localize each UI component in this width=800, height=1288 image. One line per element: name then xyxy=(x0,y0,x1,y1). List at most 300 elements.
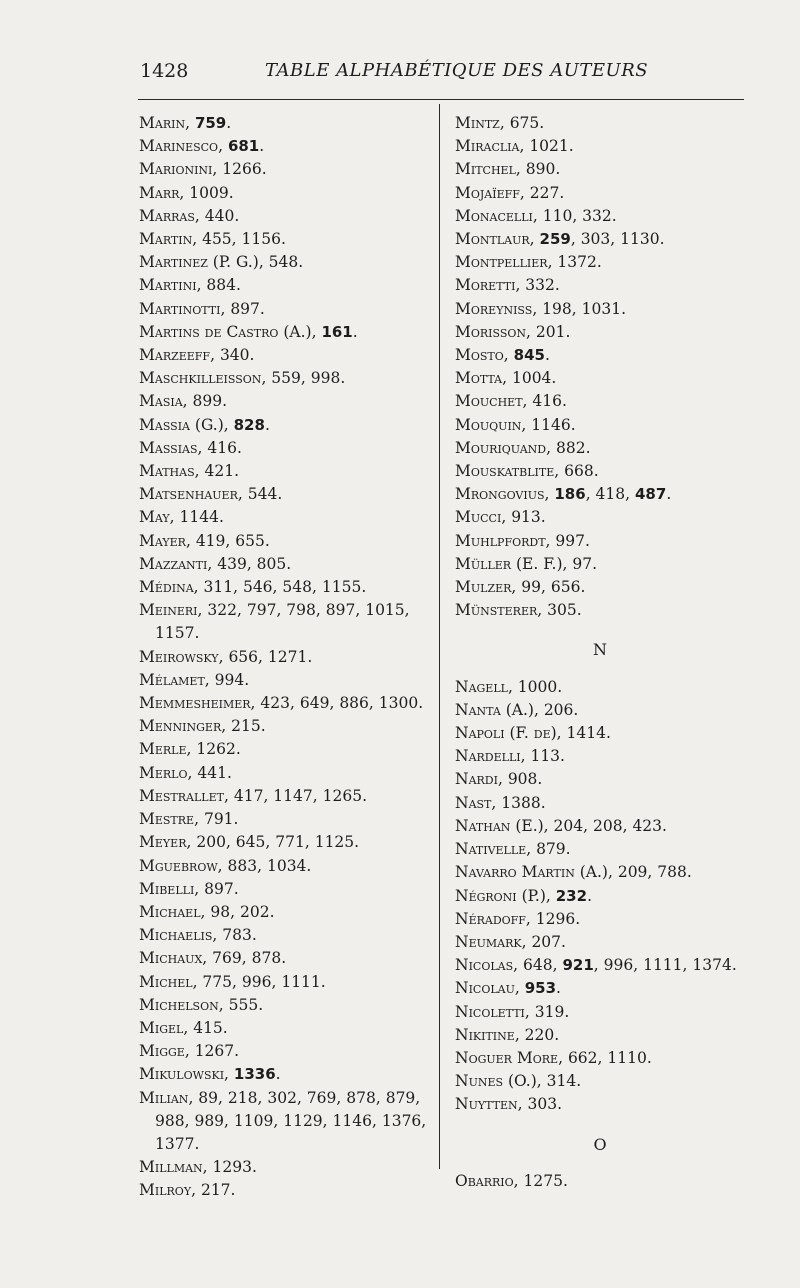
index-entry: Nardi, 908. xyxy=(455,770,543,789)
page-ref: 1275 xyxy=(523,1171,563,1190)
index-entry: Masia, 899. xyxy=(139,392,228,411)
page-ref: 878 xyxy=(251,949,282,968)
page-ref: 1271 xyxy=(267,647,308,666)
page-ref: 200 xyxy=(196,833,226,852)
author-name: Napoli (F. de) xyxy=(455,724,557,743)
author-name: Merle xyxy=(139,740,187,759)
index-entry: Milian, 89, 218, 302, 769, 878, 879, 988, 989, 1109, 1129, 1146, 1376, 1377. xyxy=(139,1088,427,1153)
page-ref: 1266 xyxy=(222,160,262,179)
author-name: Nicoletti xyxy=(455,1002,525,1021)
page-ref: 208 xyxy=(592,816,623,835)
index-entry: Mayer, 419, 655. xyxy=(139,531,270,550)
page-ref: 1267 xyxy=(194,1042,235,1061)
index-entry: Mibelli, 897. xyxy=(139,879,239,898)
author-name: Mibelli xyxy=(139,879,195,898)
author-name: Meineri xyxy=(139,601,198,620)
index-entry: Neumark, 207. xyxy=(455,932,566,951)
page-ref: 311 xyxy=(203,578,234,597)
page-ref: 797 xyxy=(246,601,277,620)
author-name: Milroy xyxy=(139,1181,192,1200)
author-name: Martinez (P. G.) xyxy=(139,253,259,272)
index-entry: Noguer More, 662, 1110. xyxy=(455,1048,652,1067)
index-entry: Nathan (E.), 204, 208, 423. xyxy=(455,816,667,835)
author-name: Mitchel xyxy=(455,160,516,179)
page-ref: 1015 xyxy=(365,601,405,620)
left-column xyxy=(139,112,439,1203)
page-ref: 97 xyxy=(572,554,593,573)
index-entry: Migel, 415. xyxy=(139,1018,228,1037)
author-name: May xyxy=(139,508,170,527)
page-ref: 421 xyxy=(204,462,235,481)
author-name: Négroni (P.) xyxy=(455,886,546,905)
author-name: Millman xyxy=(139,1158,203,1177)
page-ref: 662 xyxy=(567,1048,598,1067)
page-ref: 305 xyxy=(547,601,577,620)
author-name: Meirowsky xyxy=(139,647,219,666)
author-name: Nagell xyxy=(455,677,508,696)
index-entry: Michael, 98, 202. xyxy=(139,902,275,921)
index-entry: Martinotti, 897. xyxy=(139,299,265,318)
index-entry: Mintz, 675. xyxy=(455,114,545,132)
page-ref: 201 xyxy=(535,322,566,341)
index-entry: Martins de Castro (A.), 161. xyxy=(139,322,358,341)
author-name: Meyer xyxy=(139,833,187,852)
page-ref: 548 xyxy=(268,253,299,272)
index-entry: Michelson, 555. xyxy=(139,995,264,1014)
page-ref: 546 xyxy=(242,578,273,597)
index-entry: Memmesheimer, 423, 649, 886, 1300. xyxy=(139,694,424,713)
page-ref: 206 xyxy=(543,700,574,719)
author-name: Mestrallet xyxy=(139,786,224,805)
page-ref: 418 xyxy=(595,485,626,504)
author-name: Michel xyxy=(139,972,193,991)
page-ref: 1157 xyxy=(155,624,195,643)
author-name: Marionini xyxy=(139,160,213,179)
page-ref: 416 xyxy=(207,438,237,457)
page-ref: 259 xyxy=(539,230,571,249)
page-ref: 775 xyxy=(202,972,233,991)
page-ref: 227 xyxy=(529,183,560,202)
page-ref: 681 xyxy=(227,137,260,156)
page-ref: 828 xyxy=(233,415,265,434)
author-name: Marras xyxy=(139,206,195,225)
page-ref: 988 xyxy=(155,1111,185,1130)
author-name: Marinesco xyxy=(139,137,219,156)
page-ref: 1262 xyxy=(196,740,236,759)
index-entry: Mélamet, 994. xyxy=(139,670,250,689)
author-name: Mélamet xyxy=(139,670,205,689)
page-ref: 897 xyxy=(204,879,234,898)
page-ref: 415 xyxy=(193,1018,223,1037)
author-name: Marr xyxy=(139,183,180,202)
page-ref: 879 xyxy=(385,1088,416,1107)
index-entry: Migge, 1267. xyxy=(139,1042,240,1061)
index-entry: Matsenhauer, 544. xyxy=(139,485,283,504)
page-ref: 845 xyxy=(513,346,545,365)
page-ref: 186 xyxy=(554,485,586,504)
page-ref: 879 xyxy=(536,840,566,859)
author-name: Moreyniss xyxy=(455,299,533,318)
author-name: Muhlpfordt xyxy=(455,531,546,550)
index-entry: Mojaïeff, 227. xyxy=(455,183,565,202)
index-entry: Nardelli, 113. xyxy=(455,747,565,766)
page-ref: 648 xyxy=(523,956,553,975)
page-ref: 1034 xyxy=(266,856,307,875)
page-ref: 1265 xyxy=(322,786,363,805)
page-ref: 319 xyxy=(534,1002,565,1021)
page-ref: 1144 xyxy=(179,508,219,527)
page-ref: 1414 xyxy=(566,724,606,743)
page-ref: 913 xyxy=(511,508,541,527)
author-name: Maschkilleisson xyxy=(139,369,262,388)
page-ref: 303 xyxy=(527,1095,558,1114)
index-entry: Mouchet, 416. xyxy=(455,392,567,411)
page-ref: 897 xyxy=(325,601,356,620)
page-ref: 419 xyxy=(195,531,226,550)
page-ref: 878 xyxy=(346,1088,376,1107)
author-name: Mestre xyxy=(139,810,195,829)
index-entry: Martini, 884. xyxy=(139,276,241,295)
page-ref: 1376 xyxy=(381,1111,422,1130)
page-ref: 798 xyxy=(286,601,316,620)
index-entry: Mouquin, 1146. xyxy=(455,415,576,434)
index-entry: Meyer, 200, 645, 771, 1125. xyxy=(139,833,360,852)
index-entry: Marinesco, 681. xyxy=(139,137,265,156)
index-entry: Mikulowski, 1336. xyxy=(139,1065,281,1084)
author-name: Mikulowski xyxy=(139,1065,225,1084)
index-entry: Nikitine, 220. xyxy=(455,1025,560,1044)
author-name: Nicolas xyxy=(455,956,514,975)
author-name: Moretti xyxy=(455,276,516,295)
index-entry: Meineri, 322, 797, 798, 897, 1015, 1157. xyxy=(139,601,410,643)
page-ref: 989 xyxy=(194,1111,225,1130)
page-ref: 996 xyxy=(603,956,634,975)
page-ref: 113 xyxy=(530,747,561,766)
author-name: Mazzanti xyxy=(139,554,208,573)
index-entry: Nast, 1388. xyxy=(455,793,546,812)
index-entry: Merlo, 441. xyxy=(139,763,232,782)
index-entry: Merle, 1262. xyxy=(139,740,241,759)
page-ref: 1000 xyxy=(517,677,558,696)
author-name: Massias xyxy=(139,438,198,457)
author-name: Mrongovius xyxy=(455,485,545,504)
page-ref: 1111 xyxy=(281,972,321,991)
author-name: Mucci xyxy=(455,508,502,527)
author-name: Massia (G.) xyxy=(139,415,224,434)
page-ref: 1147 xyxy=(273,786,313,805)
author-name: Obarrio xyxy=(455,1171,514,1190)
author-name: Neumark xyxy=(455,932,522,951)
author-name: Nativelle xyxy=(455,840,527,859)
index-entry: Montlaur, 259, 303, 1130. xyxy=(455,230,665,249)
page-ref: 884 xyxy=(206,276,237,295)
page-number: 1428 xyxy=(140,60,189,82)
author-name: Michael xyxy=(139,902,201,921)
page-ref: 1021 xyxy=(529,137,569,156)
page-ref: 1156 xyxy=(241,230,281,249)
page-ref: 302 xyxy=(267,1088,297,1107)
page-ref: 883 xyxy=(227,856,258,875)
index-entry: Mestrallet, 417, 1147, 1265. xyxy=(139,786,367,805)
page-ref: 1031 xyxy=(581,299,622,318)
page-ref: 656 xyxy=(550,578,581,597)
index-entry: Moreyniss, 198, 1031. xyxy=(455,299,627,318)
page-ref: 1130 xyxy=(620,230,660,249)
page-ref: 899 xyxy=(192,392,223,411)
index-entry: Morisson, 201. xyxy=(455,322,571,341)
page-ref: 1109 xyxy=(233,1111,274,1130)
index-entry: Martinez (P. G.), 548. xyxy=(139,253,304,272)
index-entry: Maschkilleisson, 559, 998. xyxy=(139,369,346,388)
author-name: Mouskatblite xyxy=(455,462,555,481)
author-name: Michaux xyxy=(139,949,203,968)
page-ref: 215 xyxy=(231,717,261,736)
page-ref: 220 xyxy=(524,1025,555,1044)
author-name: Milian xyxy=(139,1088,189,1107)
page-ref: 656 xyxy=(228,647,259,666)
author-name: Mguebrow xyxy=(139,856,218,875)
page-ref: 668 xyxy=(564,462,594,481)
page-ref: 1296 xyxy=(535,909,576,928)
page-ref: 649 xyxy=(299,694,330,713)
page-ref: 544 xyxy=(247,485,278,504)
index-entry: Mulzer, 99, 656. xyxy=(455,578,586,597)
index-entry: Michaelis, 783. xyxy=(139,926,257,945)
page-ref: 769 xyxy=(306,1088,337,1107)
page-ref: 997 xyxy=(555,531,585,550)
author-name: Münsterer xyxy=(455,601,538,620)
index-entry: Mazzanti, 439, 805. xyxy=(139,554,292,573)
author-name: Morisson xyxy=(455,322,527,341)
author-name: Menninger xyxy=(139,717,222,736)
author-name: Michelson xyxy=(139,995,219,1014)
page-ref: 1125 xyxy=(314,833,355,852)
author-name: Mayer xyxy=(139,531,186,550)
page-ref: 953 xyxy=(524,979,557,998)
index-entry: Mucci, 913. xyxy=(455,508,546,527)
index-entry: Nicoletti, 319. xyxy=(455,1002,570,1021)
page-ref: 322 xyxy=(207,601,237,620)
author-name: Martin xyxy=(139,230,193,249)
index-entry: Mguebrow, 883, 1034. xyxy=(139,856,312,875)
author-name: Motta xyxy=(455,369,503,388)
page-header xyxy=(140,60,740,90)
index-entry: Mitchel, 890. xyxy=(455,160,561,179)
author-name: Médina xyxy=(139,578,194,597)
page-ref: 1374 xyxy=(692,956,732,975)
page-ref: 89 xyxy=(198,1088,219,1107)
page-ref: 204 xyxy=(553,816,584,835)
index-entry: Monacelli, 110, 332. xyxy=(455,206,617,225)
section-letter: N xyxy=(593,640,607,660)
author-name: Matsenhauer xyxy=(139,485,238,504)
author-name: Martinotti xyxy=(139,299,221,318)
index-entry: Miraclia, 1021. xyxy=(455,137,574,156)
page-ref: 1377 xyxy=(155,1134,195,1153)
index-entry: Nagell, 1000. xyxy=(455,677,563,696)
page-ref: 897 xyxy=(230,299,260,318)
page-ref: 1388 xyxy=(501,793,541,812)
page-ref: 994 xyxy=(214,670,245,689)
page-ref: 788 xyxy=(657,863,687,882)
page-ref: 1300 xyxy=(378,694,419,713)
index-entry: Médina, 311, 546, 548, 1155. xyxy=(139,578,367,597)
index-entry: Münsterer, 305. xyxy=(455,601,582,620)
author-name: Nicolau xyxy=(455,979,515,998)
page-ref: 1372 xyxy=(557,253,597,272)
page-ref: 314 xyxy=(546,1072,577,1091)
page-ref: 441 xyxy=(197,763,227,782)
index-entry: Michaux, 769, 878. xyxy=(139,949,287,968)
author-name: Nuytten xyxy=(455,1095,518,1114)
index-entry: Nuytten, 303. xyxy=(455,1095,563,1114)
index-entry: Nicolas, 648, 921, 996, 1111, 1374. xyxy=(455,956,737,975)
header-rule xyxy=(138,99,744,100)
page-ref: 487 xyxy=(635,485,667,504)
author-name: Masia xyxy=(139,392,183,411)
author-name: Nanta (A.) xyxy=(455,700,534,719)
index-entry: Mathas, 421. xyxy=(139,462,240,481)
page-ref: 1146 xyxy=(332,1111,372,1130)
page-ref: 423 xyxy=(260,694,290,713)
page-ref: 217 xyxy=(200,1181,231,1200)
page-ref: 1293 xyxy=(212,1158,252,1177)
index-entry: Massias, 416. xyxy=(139,438,242,457)
page-ref: 161 xyxy=(321,322,353,341)
author-name: Marin xyxy=(139,114,186,132)
page-ref: 1111 xyxy=(643,956,683,975)
page-ref: 232 xyxy=(555,886,588,905)
page-ref: 439 xyxy=(217,554,247,573)
index-entry: Nativelle, 879. xyxy=(455,840,571,859)
index-entry: Moretti, 332. xyxy=(455,276,560,295)
index-entry: Navarro Martin (A.), 209, 788. xyxy=(455,863,692,882)
index-entry: Néradoff, 1296. xyxy=(455,909,581,928)
page-ref: 645 xyxy=(235,833,266,852)
page-ref: 1146 xyxy=(531,415,571,434)
index-entry: Motta, 1004. xyxy=(455,369,557,388)
author-name: Migge xyxy=(139,1042,185,1061)
page-ref: 1110 xyxy=(607,1048,647,1067)
page-ref: 207 xyxy=(531,932,562,951)
author-name: Merlo xyxy=(139,763,188,782)
page-ref: 908 xyxy=(507,770,538,789)
index-entry: Milroy, 217. xyxy=(139,1181,236,1200)
page-ref: 218 xyxy=(227,1088,258,1107)
right-column xyxy=(455,112,745,1193)
page-ref: 416 xyxy=(532,392,562,411)
author-name: Memmesheimer xyxy=(139,694,251,713)
index-entry: Marr, 1009. xyxy=(139,183,234,202)
author-name: Müller (E. F.) xyxy=(455,554,563,573)
author-name: Martins de Castro (A.) xyxy=(139,322,312,341)
index-entry: Muhlpfordt, 997. xyxy=(455,531,590,550)
author-name: Nunes (O.) xyxy=(455,1072,537,1091)
page-ref: 555 xyxy=(228,995,259,1014)
author-name: Nardi xyxy=(455,770,498,789)
page-ref: 303 xyxy=(580,230,611,249)
page-ref: 771 xyxy=(275,833,305,852)
index-entry: Marin, 759. xyxy=(139,114,232,132)
page-ref: 655 xyxy=(235,531,265,550)
page-ref: 921 xyxy=(562,956,594,975)
author-name: Monacelli xyxy=(455,206,533,225)
page-ref: 1336 xyxy=(233,1065,276,1084)
index-entry: Massia (G.), 828. xyxy=(139,415,270,434)
author-name: Mulzer xyxy=(455,578,512,597)
author-name: Miraclia xyxy=(455,137,520,156)
index-entry: Mosto, 845. xyxy=(455,346,550,365)
page-ref: 209 xyxy=(617,863,648,882)
page-ref: 110 xyxy=(542,206,573,225)
author-name: Michaelis xyxy=(139,926,213,945)
index-entry: Nicolau, 953. xyxy=(455,979,561,998)
author-name: Mouriquand xyxy=(455,438,547,457)
author-name: Navarro Martin (A.) xyxy=(455,863,608,882)
author-name: Mathas xyxy=(139,462,195,481)
index-entry: Obarrio, 1275. xyxy=(455,1171,568,1190)
index-entry: Napoli (F. de), 1414. xyxy=(455,724,611,743)
author-name: Mintz xyxy=(455,114,500,132)
running-title: TABLE ALPHABÉTIQUE DES AUTEURS xyxy=(265,60,649,81)
index-entry: Marionini, 1266. xyxy=(139,160,267,179)
index-entry: Michel, 775, 996, 1111. xyxy=(139,972,326,991)
page-ref: 1004 xyxy=(511,369,552,388)
page-ref: 1009 xyxy=(189,183,229,202)
column-divider xyxy=(439,104,440,1169)
page-ref: 759 xyxy=(194,114,227,132)
index-entry: Montpellier, 1372. xyxy=(455,253,602,272)
index-entry: Négroni (P.), 232. xyxy=(455,886,592,905)
page-ref: 332 xyxy=(582,206,612,225)
author-name: Mouchet xyxy=(455,392,523,411)
page-ref: 996 xyxy=(241,972,272,991)
author-name: Mosto xyxy=(455,346,504,365)
page-ref: 890 xyxy=(525,160,556,179)
author-name: Nardelli xyxy=(455,747,521,766)
index-entry: Menninger, 215. xyxy=(139,717,266,736)
author-name: Migel xyxy=(139,1018,184,1037)
author-name: Montlaur xyxy=(455,230,530,249)
author-name: Montpellier xyxy=(455,253,548,272)
page-ref: 198 xyxy=(542,299,572,318)
index-entry: Marras, 440. xyxy=(139,206,240,225)
index-entry: Nunes (O.), 314. xyxy=(455,1072,582,1091)
page-ref: 98 xyxy=(210,902,231,921)
page-ref: 417 xyxy=(233,786,264,805)
page-ref: 340 xyxy=(219,346,250,365)
index-entry: Meirowsky, 656, 1271. xyxy=(139,647,313,666)
index-entry: Mouskatblite, 668. xyxy=(455,462,599,481)
author-name: Nikitine xyxy=(455,1025,515,1044)
page-ref: 675 xyxy=(509,114,540,132)
page-ref: 805 xyxy=(256,554,287,573)
index-entry: Marzeeff, 340. xyxy=(139,346,255,365)
page-ref: 791 xyxy=(203,810,234,829)
page-ref: 332 xyxy=(525,276,555,295)
page-ref: 455 xyxy=(202,230,232,249)
index-entry: Millman, 1293. xyxy=(139,1158,257,1177)
page-ref: 202 xyxy=(239,902,270,921)
page-ref: 440 xyxy=(204,206,235,225)
author-name: Mojaïeff xyxy=(455,183,520,202)
index-entry: Nanta (A.), 206. xyxy=(455,700,579,719)
author-name: Noguer More xyxy=(455,1048,559,1067)
page-ref: 548 xyxy=(282,578,312,597)
index-entry: Martin, 455, 1156. xyxy=(139,230,286,249)
page-ref: 423 xyxy=(632,816,663,835)
author-name: Néradoff xyxy=(455,909,526,928)
